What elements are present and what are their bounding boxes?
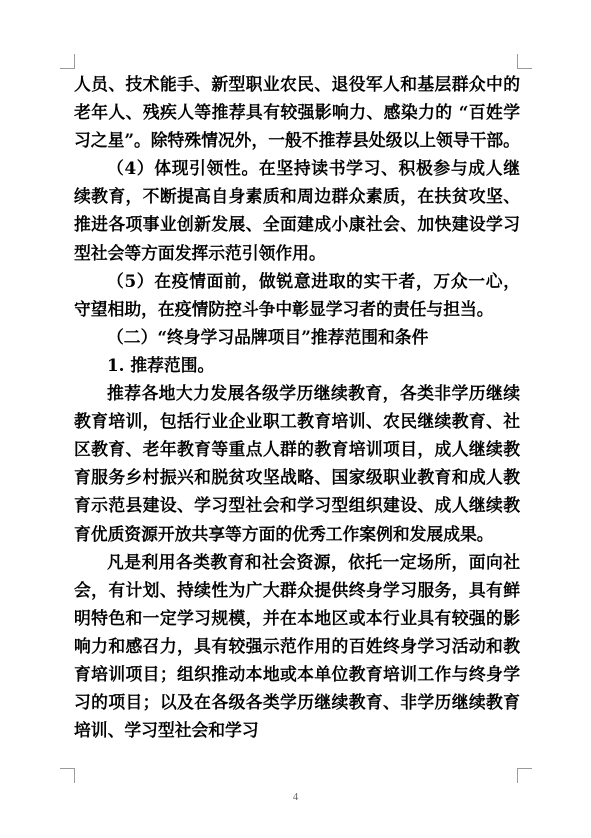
section-heading: （二）“终身学习品牌项目”推荐范围和条件 bbox=[107, 326, 429, 347]
paragraph-item-5: （5）在疫情面前，做锐意进取的实干者，万众一心，守望相助，在疫情防控斗争中彰显学习者的责任与担当。 bbox=[74, 270, 520, 319]
crop-mark-bottom-left bbox=[60, 768, 75, 783]
paragraph-criteria: 凡是利用各类教育和社会资源，依托一定场所，面向社会，有计划、持续性为广大群众提供终身学习服务，具有鲜明特色和一定学习规模，并在本地区或本行业具有较强的影响力和感召力，具有较强示范作用的百姓终身学习活动和教育培训项目；组织推动本地或本单位教育培训工作与终身学习的项目；以及在各级各类学历继续教育、非学历继续教育培训、学习型社会和学习 bbox=[74, 551, 520, 741]
subsection-heading: 1. 推荐范围。 bbox=[107, 354, 215, 375]
crop-mark-bottom-right bbox=[517, 768, 532, 783]
paragraph-item-4: （4）体现引领性。在坚持读书学习、积极参与成人继续教育，不断提高自身素质和周边群众素质，在扶贫攻坚、推进各项事业创新发展、全面建成小康社会、加快建设学习型社会等方面发挥示范引领作用。 bbox=[74, 158, 520, 263]
crop-mark-top-left bbox=[60, 54, 75, 69]
paragraph-scope: 推荐各地大力发展各级学历继续教育，各类非学历继续教育培训，包括行业企业职工教育培训、农民继续教育、社区教育、老年教育等重点人群的教育培训项目，成人继续教育服务乡村振兴和脱贫攻坚战略、国家级职业教育和成人教育示范县建设、学习型社会和学习型组织建设、成人继续教育优质资源开放共享等方面的优秀工作案例和发展成果。 bbox=[74, 383, 520, 544]
paragraph-continuation: 人员、技术能手、新型职业农民、退役军人和基层群众中的老年人、残疾人等推荐具有较强影响力、感染力的 “百姓学习之星”。除特殊情况外，一般不推荐县处级以上领导干部。 bbox=[74, 74, 520, 151]
page-number: 4 bbox=[292, 791, 299, 803]
document-body bbox=[74, 70, 520, 744]
crop-mark-top-right bbox=[517, 54, 532, 69]
